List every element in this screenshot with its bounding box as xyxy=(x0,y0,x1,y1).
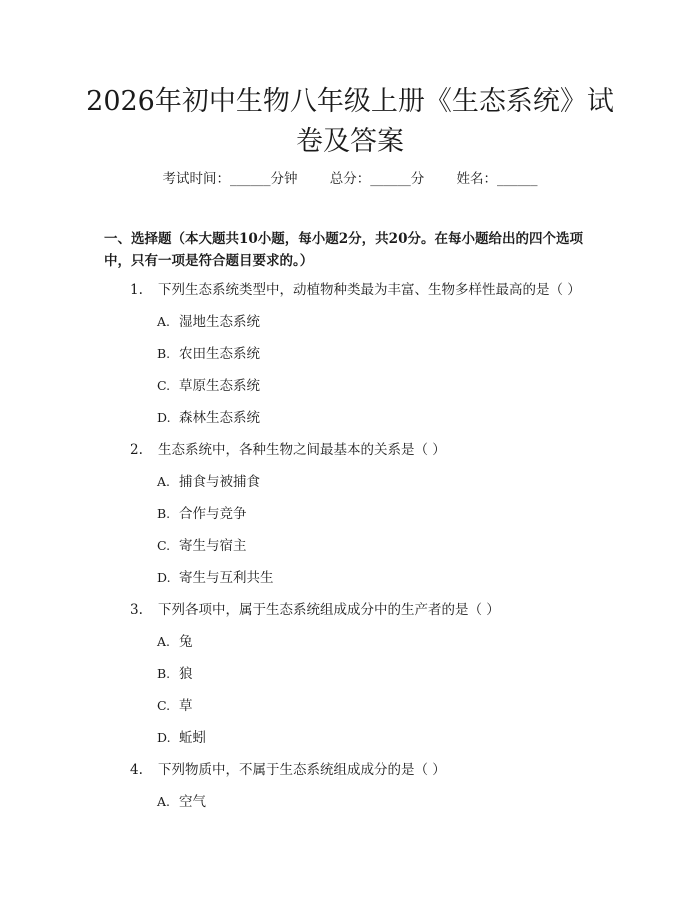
total-score-unit: 分 xyxy=(410,171,425,187)
q1-option-d xyxy=(157,409,260,427)
option-text: 森林生态系统 xyxy=(179,410,260,426)
exam-time-blank: ______ xyxy=(229,171,271,187)
question-text: 下列物质中，不属于生态系统组成成分的是（ ） xyxy=(158,762,446,778)
option-text: 草原生态系统 xyxy=(179,378,260,394)
option-text: 捕食与被捕食 xyxy=(179,474,260,490)
question-3 xyxy=(130,601,500,619)
q4-option-a xyxy=(157,793,206,811)
option-text: 蚯蚓 xyxy=(179,730,206,746)
name-field xyxy=(457,171,538,187)
q2-option-d xyxy=(157,569,274,587)
total-score-field xyxy=(330,171,425,187)
option-letter: B. xyxy=(157,346,171,361)
question-4 xyxy=(130,761,446,779)
q3-option-b xyxy=(157,665,193,683)
option-letter: C. xyxy=(157,698,171,713)
exam-time-field xyxy=(162,171,297,187)
option-text: 狼 xyxy=(179,666,193,682)
q1-option-a xyxy=(157,313,260,331)
option-text: 湿地生态系统 xyxy=(179,314,260,330)
total-score-blank: ______ xyxy=(370,171,411,187)
question-number: 4. xyxy=(130,762,143,778)
page-title: 2026年初中生物八年级上册《生态系统》试卷及答案 xyxy=(86,86,614,157)
exam-info-line xyxy=(0,170,700,188)
name-label: 姓名： xyxy=(456,171,498,187)
question-2 xyxy=(130,441,446,459)
option-letter: D. xyxy=(157,410,171,425)
section-heading: 一、选择题（本大题共10小题，每小题2分，共20分。在每小题给出的四个选项中，只有一项是符合题目要求的。） xyxy=(104,231,583,269)
option-text: 农田生态系统 xyxy=(179,346,260,362)
option-letter: C. xyxy=(157,378,171,393)
q3-option-a xyxy=(157,633,193,651)
option-letter: B. xyxy=(157,666,171,681)
q3-option-c xyxy=(157,697,193,715)
question-text: 生态系统中，各种生物之间最基本的关系是（ ） xyxy=(158,442,446,458)
option-text: 合作与竞争 xyxy=(179,506,247,522)
option-text: 寄生与互利共生 xyxy=(179,570,274,586)
option-letter: C. xyxy=(157,538,171,553)
option-letter: D. xyxy=(157,570,171,585)
option-letter: A. xyxy=(157,634,171,649)
question-text: 下列生态系统类型中，动植物种类最为丰富、生物多样性最高的是（ ） xyxy=(158,282,581,298)
question-number: 1. xyxy=(130,282,143,298)
q1-option-b xyxy=(157,345,260,363)
q1-option-c xyxy=(157,377,260,395)
name-blank: ______ xyxy=(497,171,538,187)
q2-option-b xyxy=(157,505,247,523)
option-letter: B. xyxy=(157,506,171,521)
option-text: 寄生与宿主 xyxy=(179,538,247,554)
option-text: 草 xyxy=(179,698,193,714)
option-letter: D. xyxy=(157,730,171,745)
question-1 xyxy=(130,281,581,299)
option-letter: A. xyxy=(157,474,171,489)
q2-option-a xyxy=(157,473,260,491)
option-text: 兔 xyxy=(179,634,193,650)
question-number: 3. xyxy=(130,602,143,618)
option-letter: A. xyxy=(157,314,171,329)
question-number: 2. xyxy=(130,442,143,458)
option-letter: A. xyxy=(157,794,171,809)
question-text: 下列各项中，属于生态系统组成成分中的生产者的是（ ） xyxy=(158,602,500,618)
exam-time-label: 考试时间： xyxy=(162,171,230,187)
q3-option-d xyxy=(157,729,206,747)
option-text: 空气 xyxy=(179,794,206,810)
q2-option-c xyxy=(157,537,247,555)
total-score-label: 总分： xyxy=(329,171,371,187)
exam-time-unit: 分钟 xyxy=(270,171,298,187)
